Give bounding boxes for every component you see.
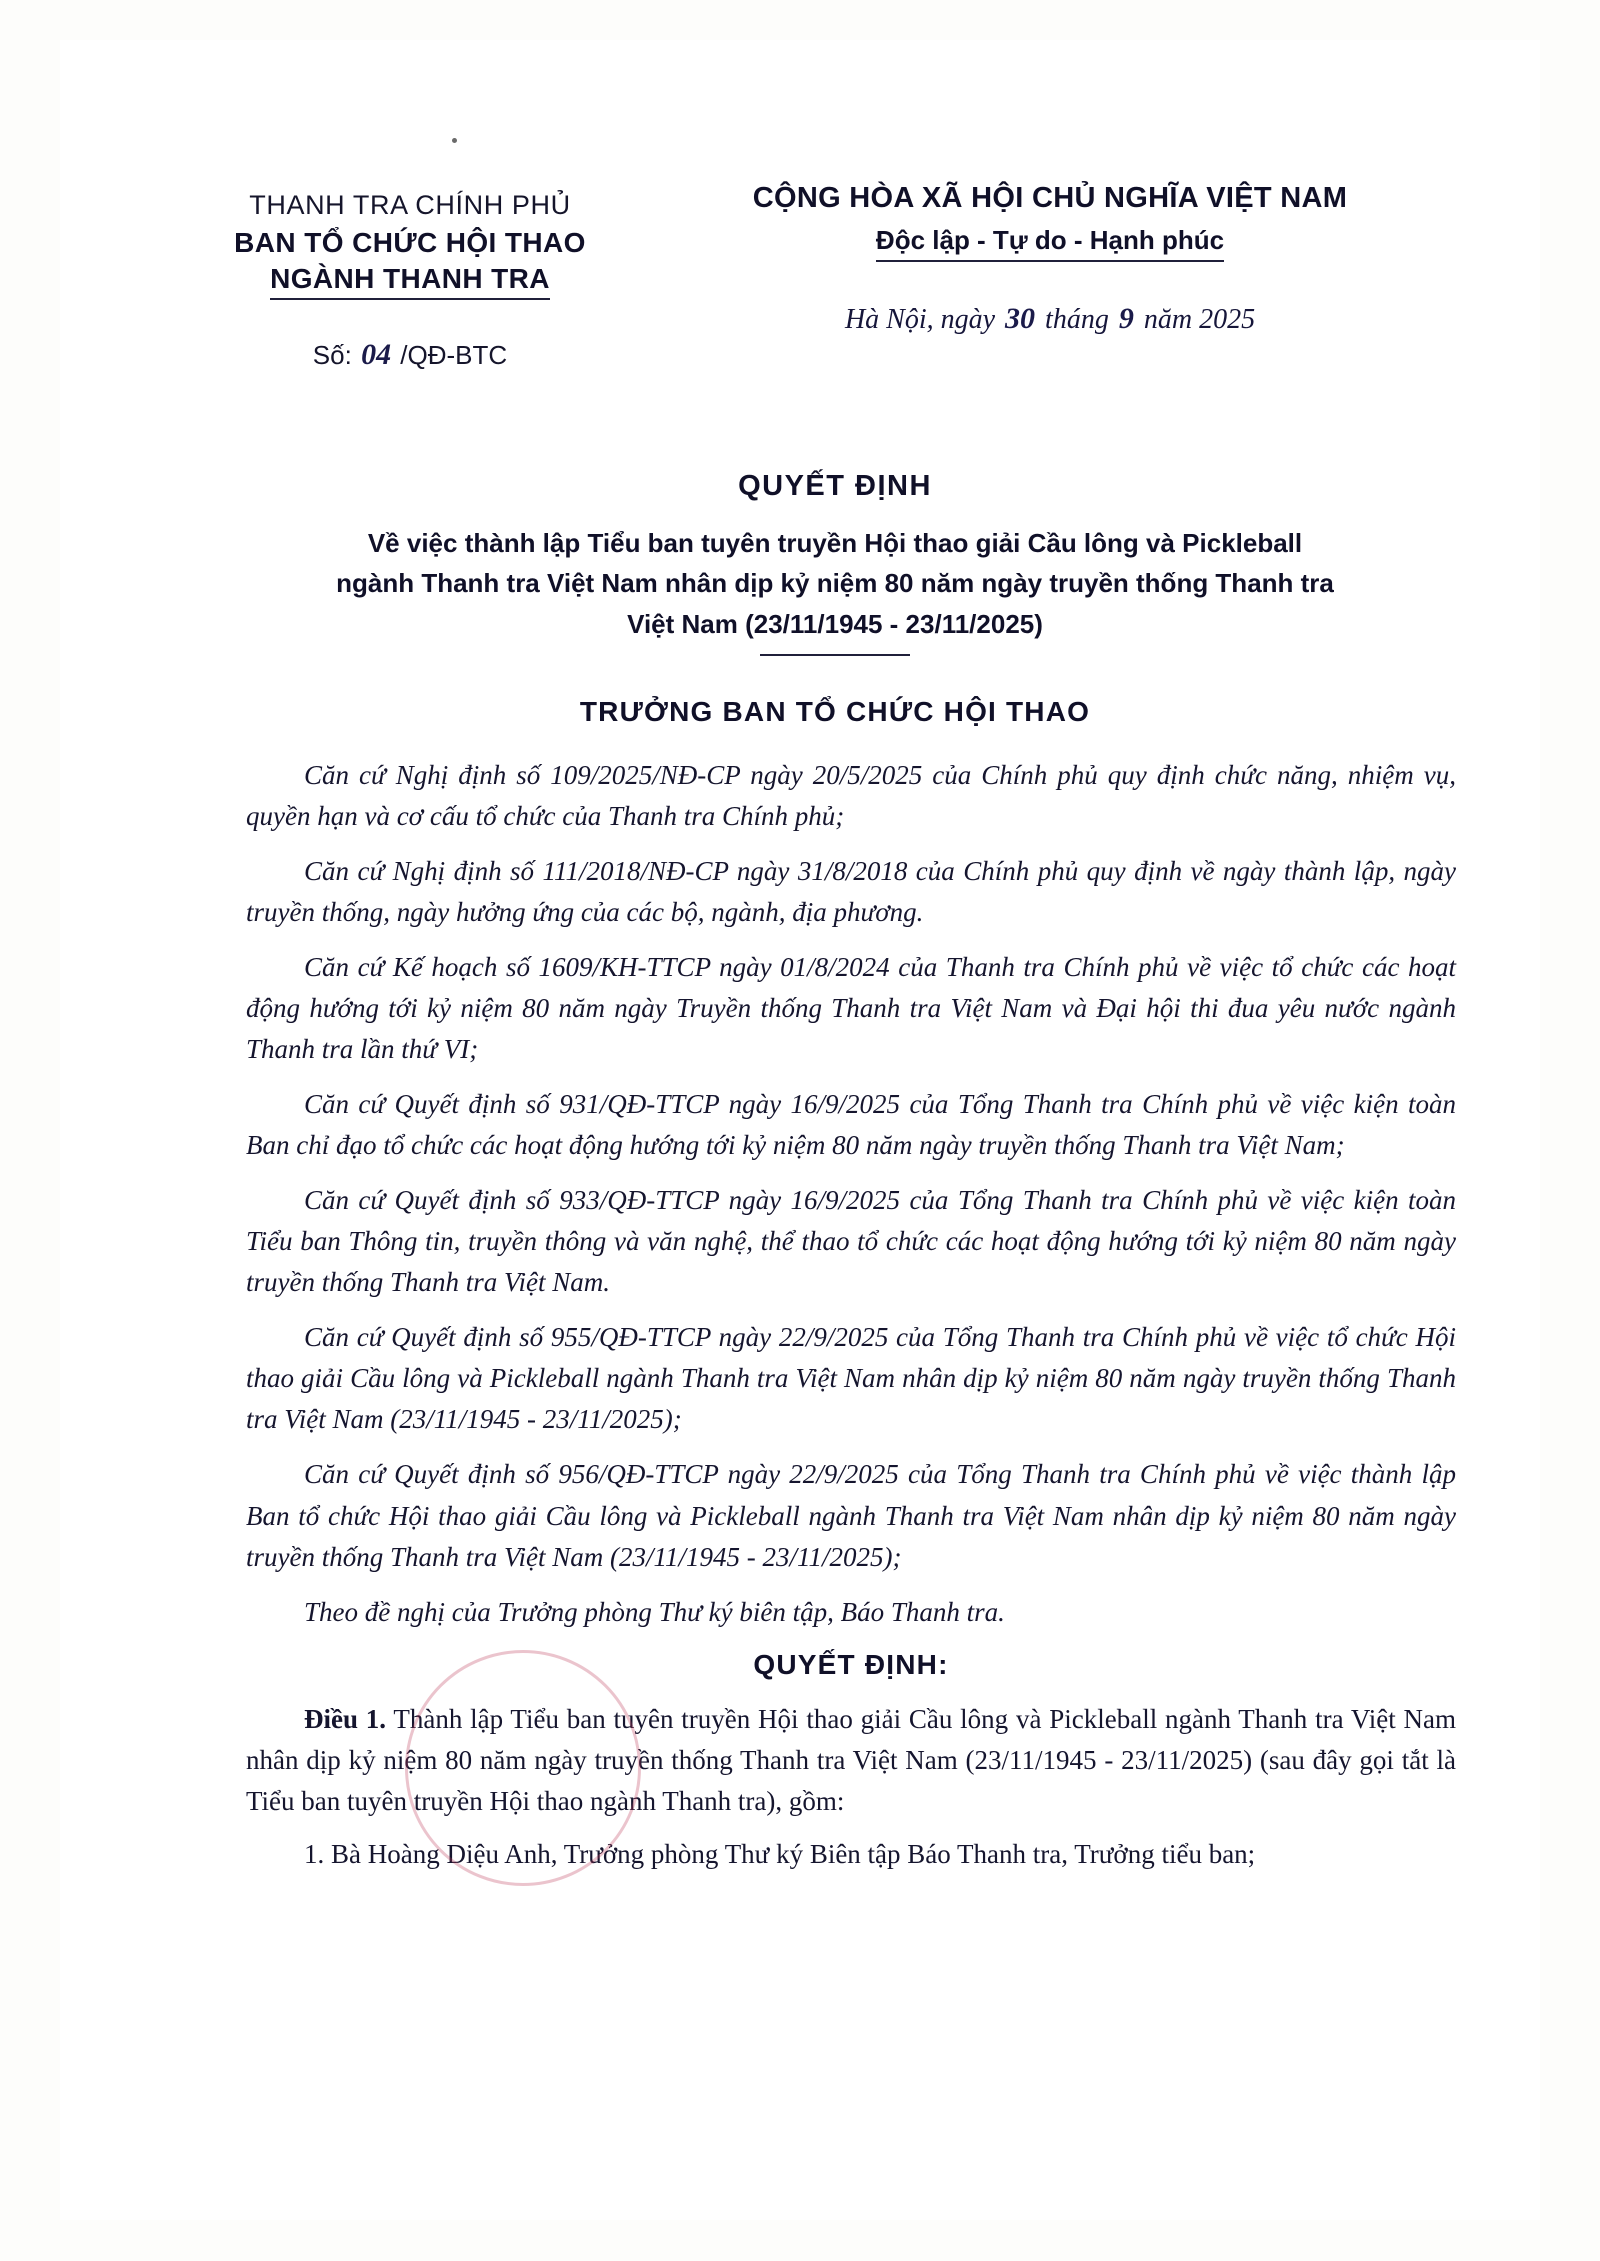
proposal-paragraph: Theo đề nghị của Trưởng phòng Thư ký biên tập, Báo Thanh tra. [304, 1596, 1005, 1627]
legal-basis-paragraph: Căn cứ Nghị định số 111/2018/NĐ-CP ngày 31/8/2018 của Chính phủ quy định về ngày thành lập, ngày truyền thống, ngày hưởng ứng của các bộ, ngành, địa phương. [246, 856, 1456, 928]
legal-basis-paragraph: Căn cứ Quyết định số 933/QĐ-TTCP ngày 16/9/2025 của Tổng Thanh tra Chính phủ về việc kiện toàn Tiểu ban Thông tin, truyền thông và văn nghệ, thể thao tổ chức các hoạt động hướng tới kỷ niệm 80 năm ngày truyền thống Thanh tra Việt Nam. [246, 1185, 1456, 1298]
scan-speck [452, 138, 457, 143]
country-name: CỘNG HÒA XÃ HỘI CHỦ NGHĨA VIỆT NAM [752, 182, 1348, 214]
issuing-authority-heading: TRƯỞNG BAN TỔ CHỨC HỘI THAO [579, 695, 1091, 727]
document-subject-line-2: ngành Thanh tra Việt Nam nhân dịp kỷ niệm 80 năm ngày truyền thống Thanh tra [336, 568, 1334, 599]
date-year: 2025 [1199, 304, 1256, 335]
document-title-block [210, 470, 1460, 728]
member-list-item: 1. Bà Hoàng Diệu Anh, Trưởng phòng Thư ký Biên tập Báo Thanh tra, Trưởng tiểu ban; [304, 1838, 1256, 1869]
legal-basis-paragraph: Căn cứ Quyết định số 956/QĐ-TTCP ngày 22/9/2025 của Tổng Thanh tra Chính phủ về việc thành lập Ban tổ chức Hội thao giải Cầu lông và Pickleball ngành Thanh tra Việt Nam nhân dịp kỷ niệm 80 năm ngày truyền thống Thanh tra Việt Nam (23/11/1945 - 23/11/2025); [246, 1459, 1456, 1572]
national-motto: Độc lập - Tự do - Hạnh phúc [876, 225, 1224, 262]
legal-basis-paragraph: Căn cứ Kế hoạch số 1609/KH-TTCP ngày 01/8/2024 của Thanh tra Chính phủ về việc tổ chức các hoạt động hướng tới kỷ niệm 80 năm ngày Truyền thống Thanh tra Việt Nam và Đại hội thi đua yêu nước ngành Thanh tra lần thứ VI; [246, 952, 1456, 1065]
national-motto-block [670, 160, 1430, 336]
title-divider [760, 654, 910, 656]
document-number-line [150, 338, 670, 372]
document-subject [210, 523, 1460, 644]
org-parent-name: THANH TRA CHÍNH PHỦ [249, 190, 571, 220]
document-number-value: 04 [361, 338, 392, 371]
document-type-heading: QUYẾT ĐỊNH [738, 470, 932, 502]
issuing-organization-block [150, 160, 670, 372]
article-1-label: Điều 1. [304, 1703, 387, 1734]
document-subject-line-3: Việt Nam (23/11/1945 - 23/11/2025) [627, 608, 1043, 639]
year-label: năm [1143, 304, 1193, 335]
place-and-date [670, 302, 1430, 336]
paper-sheet [60, 40, 1540, 2220]
date-day: 30 [1005, 302, 1036, 335]
article-1-paragraph [246, 1699, 1456, 1822]
decides-heading: QUYẾT ĐỊNH: [753, 1648, 949, 1680]
legal-basis-paragraph: Căn cứ Quyết định số 955/QĐ-TTCP ngày 22/9/2025 của Tổng Thanh tra Chính phủ về việc tổ chức Hội thao giải Cầu lông và Pickleball ngành Thanh tra Việt Nam nhân dịp kỷ niệm 80 năm ngày truyền thống Thanh tra Việt Nam (23/11/1945 - 23/11/2025); [246, 1322, 1456, 1435]
org-committee-name: BAN TỔ CHỨC HỘI THAO [234, 227, 586, 258]
legal-basis-paragraph: Căn cứ Nghị định số 109/2025/NĐ-CP ngày 20/5/2025 của Chính phủ quy định chức năng, nhiệm vụ, quyền hạn và cơ cấu tổ chức của Thanh tra Chính phủ; [246, 760, 1456, 832]
legal-basis-paragraph: Căn cứ Quyết định số 931/QĐ-TTCP ngày 16/9/2025 của Tổng Thanh tra Chính phủ về việc kiện toàn Ban chỉ đạo tổ chức các hoạt động hướng tới kỷ niệm 80 năm ngày truyền thống Thanh tra Việt Nam; [246, 1089, 1456, 1161]
article-1-text: Thành lập Tiểu ban tuyên truyền Hội thao giải Cầu lông và Pickleball ngành Thanh tra Việt Nam nhân dịp kỷ niệm 80 năm ngày truyền thống Thanh tra Việt Nam (23/11/1945 - 23/11/2025) (sau đây gọi tắt là Tiểu ban tuyên truyền Hội thao ngành Thanh tra), gồm: [246, 1703, 1456, 1816]
document-subject-line-1: Về việc thành lập Tiểu ban tuyên truyền Hội thao giải Cầu lông và Pickleball [367, 528, 1303, 558]
date-month: 9 [1118, 302, 1134, 335]
document-number-suffix: /QĐ-BTC [400, 340, 508, 370]
document-header [150, 160, 1470, 372]
month-label: tháng [1045, 304, 1109, 335]
document-body [246, 755, 1456, 1887]
org-sector-name: NGÀNH THANH TRA [270, 263, 550, 300]
place-prefix: Hà Nội, ngày [844, 304, 996, 335]
document-number-label: Số: [312, 340, 352, 370]
